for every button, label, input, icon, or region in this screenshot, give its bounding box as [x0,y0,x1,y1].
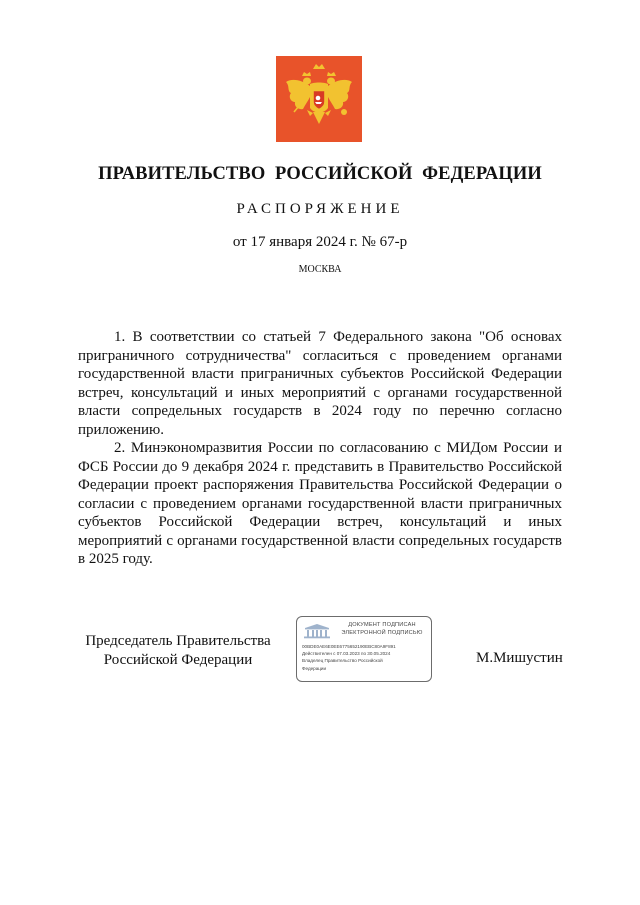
signatory-position [78,632,278,669]
document-type: РАСПОРЯЖЕНИЕ [236,201,404,217]
signatory-position-line-2: Российской Федерации [103,651,253,668]
document-body [78,328,562,569]
signatory-position-line-1: Председатель Правительства [85,633,271,649]
certificate-serial: 00BDE0AE6E0EE6775652190EBC80A9F891 [302,644,396,649]
stamp-heading-line-2: ЭЛЕКТРОННОЙ ПОДПИСЬЮ [341,629,423,636]
stamp-heading [335,622,429,637]
government-title: ПРАВИТЕЛЬСТВО РОССИЙСКОЙ ФЕДЕРАЦИИ [98,164,542,184]
stamp-heading-line-1: ДОКУМЕНТ ПОДПИСАН [348,622,416,628]
certificate-owner-line-2: Федерации [302,665,327,671]
coat-of-arms-emblem [276,56,362,142]
certificate-validity: Действителен с 07.03.2023 по 30.05.2024 [302,651,391,657]
certificate-owner-line-1: Владелец Правительство Российской [302,658,383,664]
document-date-number: от 17 января 2024 г. № 67-р [232,234,408,250]
document-city: МОСКВА [298,264,342,275]
paragraph-2: 2. Минэкономразвития России по согласованию с МИДом России и ФСБ России до 9 декабря 2024 г. представить в Правительство Российской Федерации проект распоряжения Правительства Российской Федерации о согласии с проведением органами государственной власти приграничных субъектов Российской Федерации встреч, консультаций и иных мероприятий с органами государственной власти сопредельных государств в 2025 году. [78,440,562,567]
stamp-details [302,643,430,672]
russian-coat-of-arms-icon [276,56,362,142]
signatory-name: М.Мишустин [476,650,563,666]
building-columns-icon [302,623,332,639]
paragraph-1: 1. В соответствии со статьей 7 Федерального закона "Об основах приграничного сотрудничества" согласиться с проведением органами государственной власти приграничных субъектов Российской Федерации встреч, консультаций и иных мероприятий с органами государственной власти сопредельных государств в 2024 году по перечню согласно приложению. [78,329,562,438]
electronic-signature-stamp [296,616,432,682]
